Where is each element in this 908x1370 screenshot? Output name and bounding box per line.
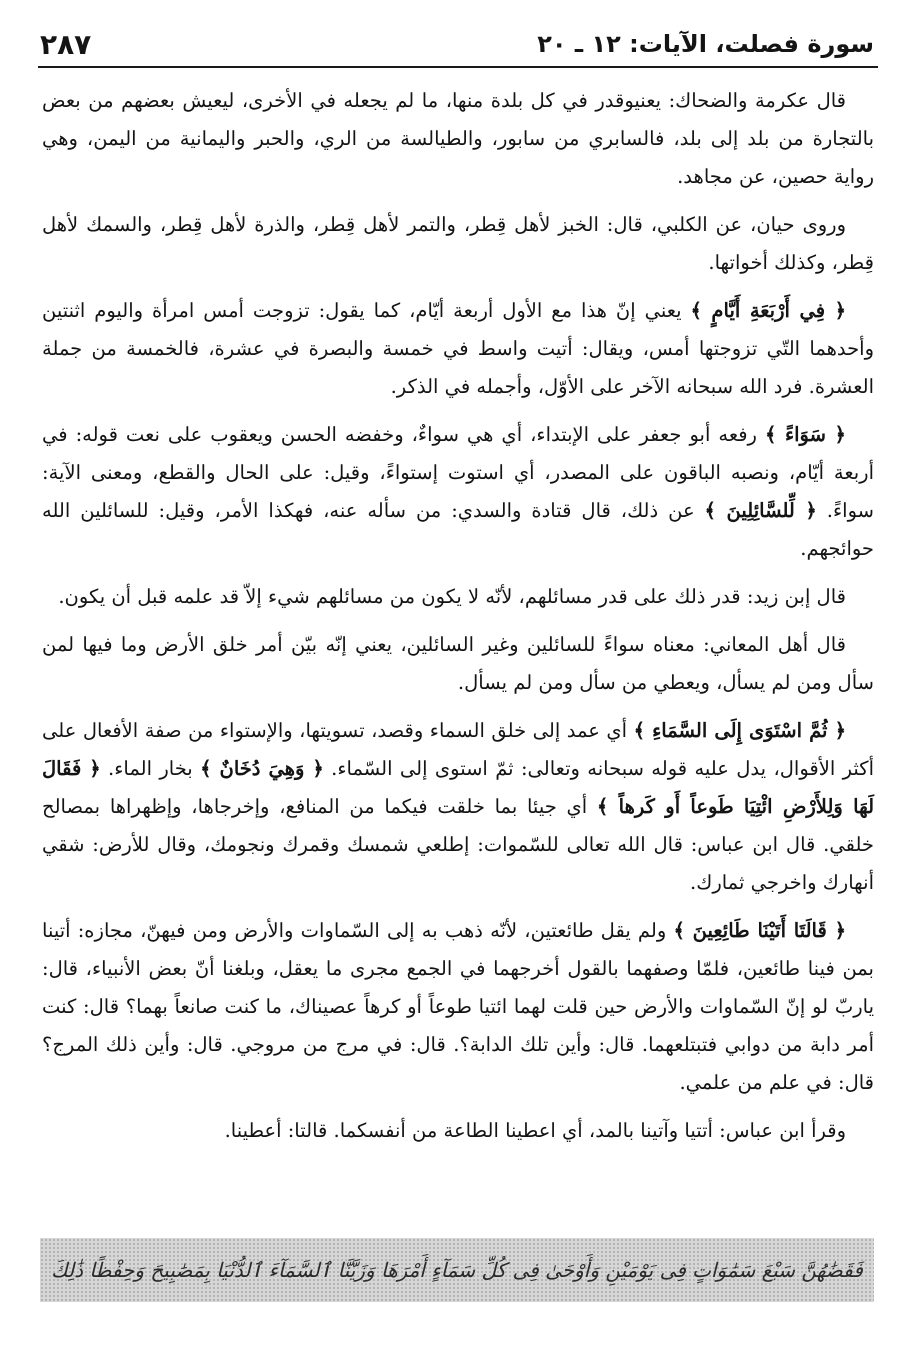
commentary-segment: قال عكرمة والضحاك: يعنيوقدر في كل بلدة منها، ما لم يجعله في الأخرى، ليعيش بعضهم من بعض بالتجارة من بلد إلى بلد، فالسابري من سابور، والطيالسة من الري، والحبر واليمانية من اليمن، وهي رواية حصين، عن مجاهد. <box>42 89 874 188</box>
commentary-segment: بخار الماء. <box>100 757 201 780</box>
commentary-paragraph <box>42 206 874 282</box>
commentary-segment: وقرأ ابن عباس: أتتيا وآتينا بالمد، أي اعطينا الطاعة من أنفسكما. قالتا: أعطينا. <box>224 1119 846 1142</box>
commentary-segment: قال أهل المعاني: معناه سواءً للسائلين وغير السائلين، يعني إنّه بيّن أمر خلق الأرض وما فيها لمن سأل ومن لم يسأل، ويعطي من سأل ومن لم يسأل. <box>42 633 874 694</box>
commentary-segment: وروى حيان، عن الكلبي، قال: الخبز لأهل قِطر، والتمر لأهل قِطر، والذرة لأهل قِطر، والسمك لأهل قِطر، وكذلك أخواتها. <box>42 213 874 274</box>
commentary-segment: أي عمد إلى خلق السماء وقصد، تسويتها، والإستواء من صفة الأفعال على أكثر الأقوال، يدل عليه قوله سبحانه وتعالى: ثمّ استوى إلى السّماء. <box>42 719 874 780</box>
commentary-paragraph <box>42 416 874 568</box>
commentary-segment: ولم يقل طائعتين، لأنّه ذهب به إلى السّماوات والأرض ومن فيهنّ، مجازه: أتينا بمن فينا طائعين، فلمّا وصفهما بالقول أخرجهما في الجمع مجرى ما يعقل، وبلغنا أنّ بعض الأنبياء، قال: ياربّ لو إنّ السّماوات والأرض حين قلت لهما ائتيا طوعاً أو كرهاً عصيناك، ما كنت صانعاً بهما؟ قال: كنت أمر دابة من دوابي فتبتلعهما. قال: وأين تلك الدابة؟. قال: في مرج من مروجي. قال: وأين ذلك المرج؟ قال: في علم من علمي. <box>42 919 874 1094</box>
quran-quote: ﴿ فِي أَرْبَعَةِ أَيَّامٍ ﴾ <box>690 299 846 322</box>
quran-quote: ﴿ لِّلسَّائِلِينَ ﴾ <box>704 499 817 522</box>
commentary-paragraph <box>42 578 874 616</box>
commentary-paragraph <box>42 912 874 1102</box>
quran-verse-band <box>40 1238 874 1302</box>
quran-quote: ﴿ فَقَالَ لَهَا وَلِلأَرْضِ ائْتِيَا طَوعاً أَو كَرهاً ﴾ <box>42 757 875 818</box>
commentary-segment: يعني إنّ هذا مع الأول أربعة أيّام، كما يقول: تزوجت أمس امرأة واليوم اثنتين وأحدهما التّي تزوجتها أمس، ويقال: أتيت واسط في خمسة والبصرة في عشرة، فالخمسة من جملة العشرة. فرد الله سبحانه الآخر على الأوّل، وأجمله في الذكر. <box>42 299 874 398</box>
quran-quote: ﴿ وَهِيَ دُخَانٌ ﴾ <box>200 757 324 780</box>
surah-title: سورة فصلت، الآيات: ١٢ ـ ٢٠ <box>537 30 874 58</box>
commentary-text <box>42 82 874 1160</box>
commentary-segment: عن ذلك، قال قتادة والسدي: من سأله عنه، فهكذا الأمر، وقيل: للسائلين الله حوائجهم. <box>42 499 874 560</box>
commentary-paragraph <box>42 1112 874 1150</box>
commentary-paragraph <box>42 626 874 702</box>
commentary-segment: قال إبن زيد: قدر ذلك على قدر مسائلهم، لأنّه لا يكون من مسائلهم شيء إلاّ قد علمه قبل أن يكون. <box>58 585 846 608</box>
commentary-segment: أي جيئا بما خلقت فيكما من المنافع، وإخرجاها، وإظهراها بمصالح خلقي. قال ابن عباس: قال الله تعالى للسّموات: إطلعي شمسك وقمرك ونجومك، وقال للأرض: شقي أنهارك واخرجي ثمارك. <box>42 795 874 894</box>
commentary-segment: رفعه أبو جعفر على الإبتداء، أي هي سواءٌ، وخفضه الحسن ويعقوب على نعت قوله: في أربعة أيّام، ونصبه الباقون على المصدر، أي استوت إستواءً، وقيل: على الحال والقطع، ومعنى الآية: سواءً. <box>42 423 874 522</box>
quran-quote: ﴿ سَوَاءً ﴾ <box>764 423 846 446</box>
commentary-paragraph <box>42 82 874 196</box>
page-header <box>38 26 878 68</box>
commentary-paragraph <box>42 712 874 902</box>
commentary-paragraph <box>42 292 874 406</box>
quran-quote: ﴿ ثُمَّ اسْتَوَى إِلَى السَّمَاءِ ﴾ <box>633 719 846 742</box>
quran-quote: ﴿ قَالَتَا أَتَيْنَا طَائِعِينَ ﴾ <box>673 919 846 942</box>
quran-verse-text: فَقَضَٰهُنَّ سَبْعَ سَمَٰوَاتٍ فِى يَوْمَيْنِ وَأَوْحَىٰ فِى كُلِّ سَمَآءٍ أَمْرَهَا وَزَيَّنَّا ٱلسَّمَآءَ ٱلدُّنْيَا بِمَصَٰبِيحَ وَحِفْظًا ذَٰلِكَ <box>51 1258 863 1282</box>
page-number: ٢٨٧ <box>40 28 92 61</box>
